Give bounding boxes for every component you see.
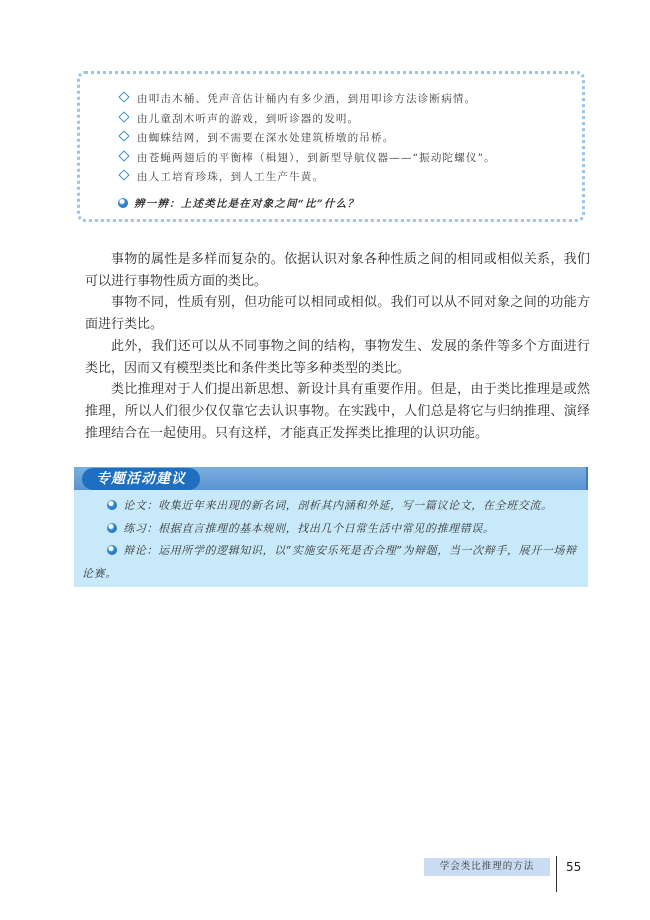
activity-title: 专题活动建议 [82, 468, 200, 490]
diamond-bullet-icon [118, 91, 129, 102]
example-item: 由人工培育珍珠，到人工生产牛黄。 [120, 168, 496, 188]
paragraph: 事物不同，性质有别，但功能可以相同或相似。我们可以从不同对象之间的功能方面进行类比。 [85, 295, 590, 333]
activity-header [74, 467, 588, 490]
example-list [120, 90, 496, 188]
example-item: 由蜘蛛结网，到不需要在深水处建筑桥墩的吊桥。 [120, 129, 496, 149]
blue-ball-icon [107, 500, 117, 510]
example-box [77, 71, 585, 222]
page-number: 55 [566, 860, 582, 874]
footer-section-title: 学会类比推理的方法 [424, 858, 550, 876]
think-prompt: 辨一辨：上述类比是在对象之间“比”什么？ [118, 196, 359, 211]
body-text [85, 249, 590, 444]
blue-ball-icon [107, 523, 117, 533]
footer-divider [556, 856, 557, 892]
activity-suggestions-box [74, 467, 588, 587]
diamond-bullet-icon [118, 150, 129, 161]
example-item: 由叩击木桶、凭声音估计桶内有多少酒，到用叩诊方法诊断病情。 [120, 90, 496, 110]
activity-item: 练习：根据直言推理的基本规则，找出几个日常生活中常见的推理错误。 [82, 518, 580, 541]
paragraph: 此外，我们还可以从不同事物之间的结构，事物发生、发展的条件等多个方面进行类比，因而又有模型类比和条件类比等多种类型的类比。 [85, 338, 590, 376]
paragraph: 事物的属性是多样而复杂的。依据认识对象各种性质之间的相同或相似关系，我们可以进行事物性质方面的类比。 [85, 252, 590, 289]
blue-ball-icon [107, 545, 117, 555]
diamond-bullet-icon [118, 111, 129, 122]
paragraph: 类比推理对于人们提出新思想、新设计具有重要作用。但是，由于类比推理是或然推理，所以人们很少仅仅靠它去认识事物。在实践中，人们总是将它与归纳推理、演绎推理结合在一起使用。只有这样，才能真正发挥类比推理的认识功能。 [85, 382, 590, 441]
example-item: 由儿童刮木听声的游戏，到听诊器的发明。 [120, 110, 496, 130]
activity-list [74, 490, 588, 585]
activity-item: 论文：收集近年来出现的新名词，剖析其内涵和外延，写一篇议论文，在全班交流。 [82, 495, 580, 518]
activity-item: 辩论：运用所学的逻辑知识，以“实施安乐死是否合理”为辩题，当一次辩手，展开一场辩论赛。 [82, 544, 577, 580]
example-item: 由苍蝇两翅后的平衡棒（楫翅），到新型导航仪器——“振动陀螺仪”。 [120, 149, 496, 169]
diamond-bullet-icon [118, 130, 129, 141]
diamond-bullet-icon [118, 169, 129, 180]
blue-ball-icon [118, 198, 128, 208]
